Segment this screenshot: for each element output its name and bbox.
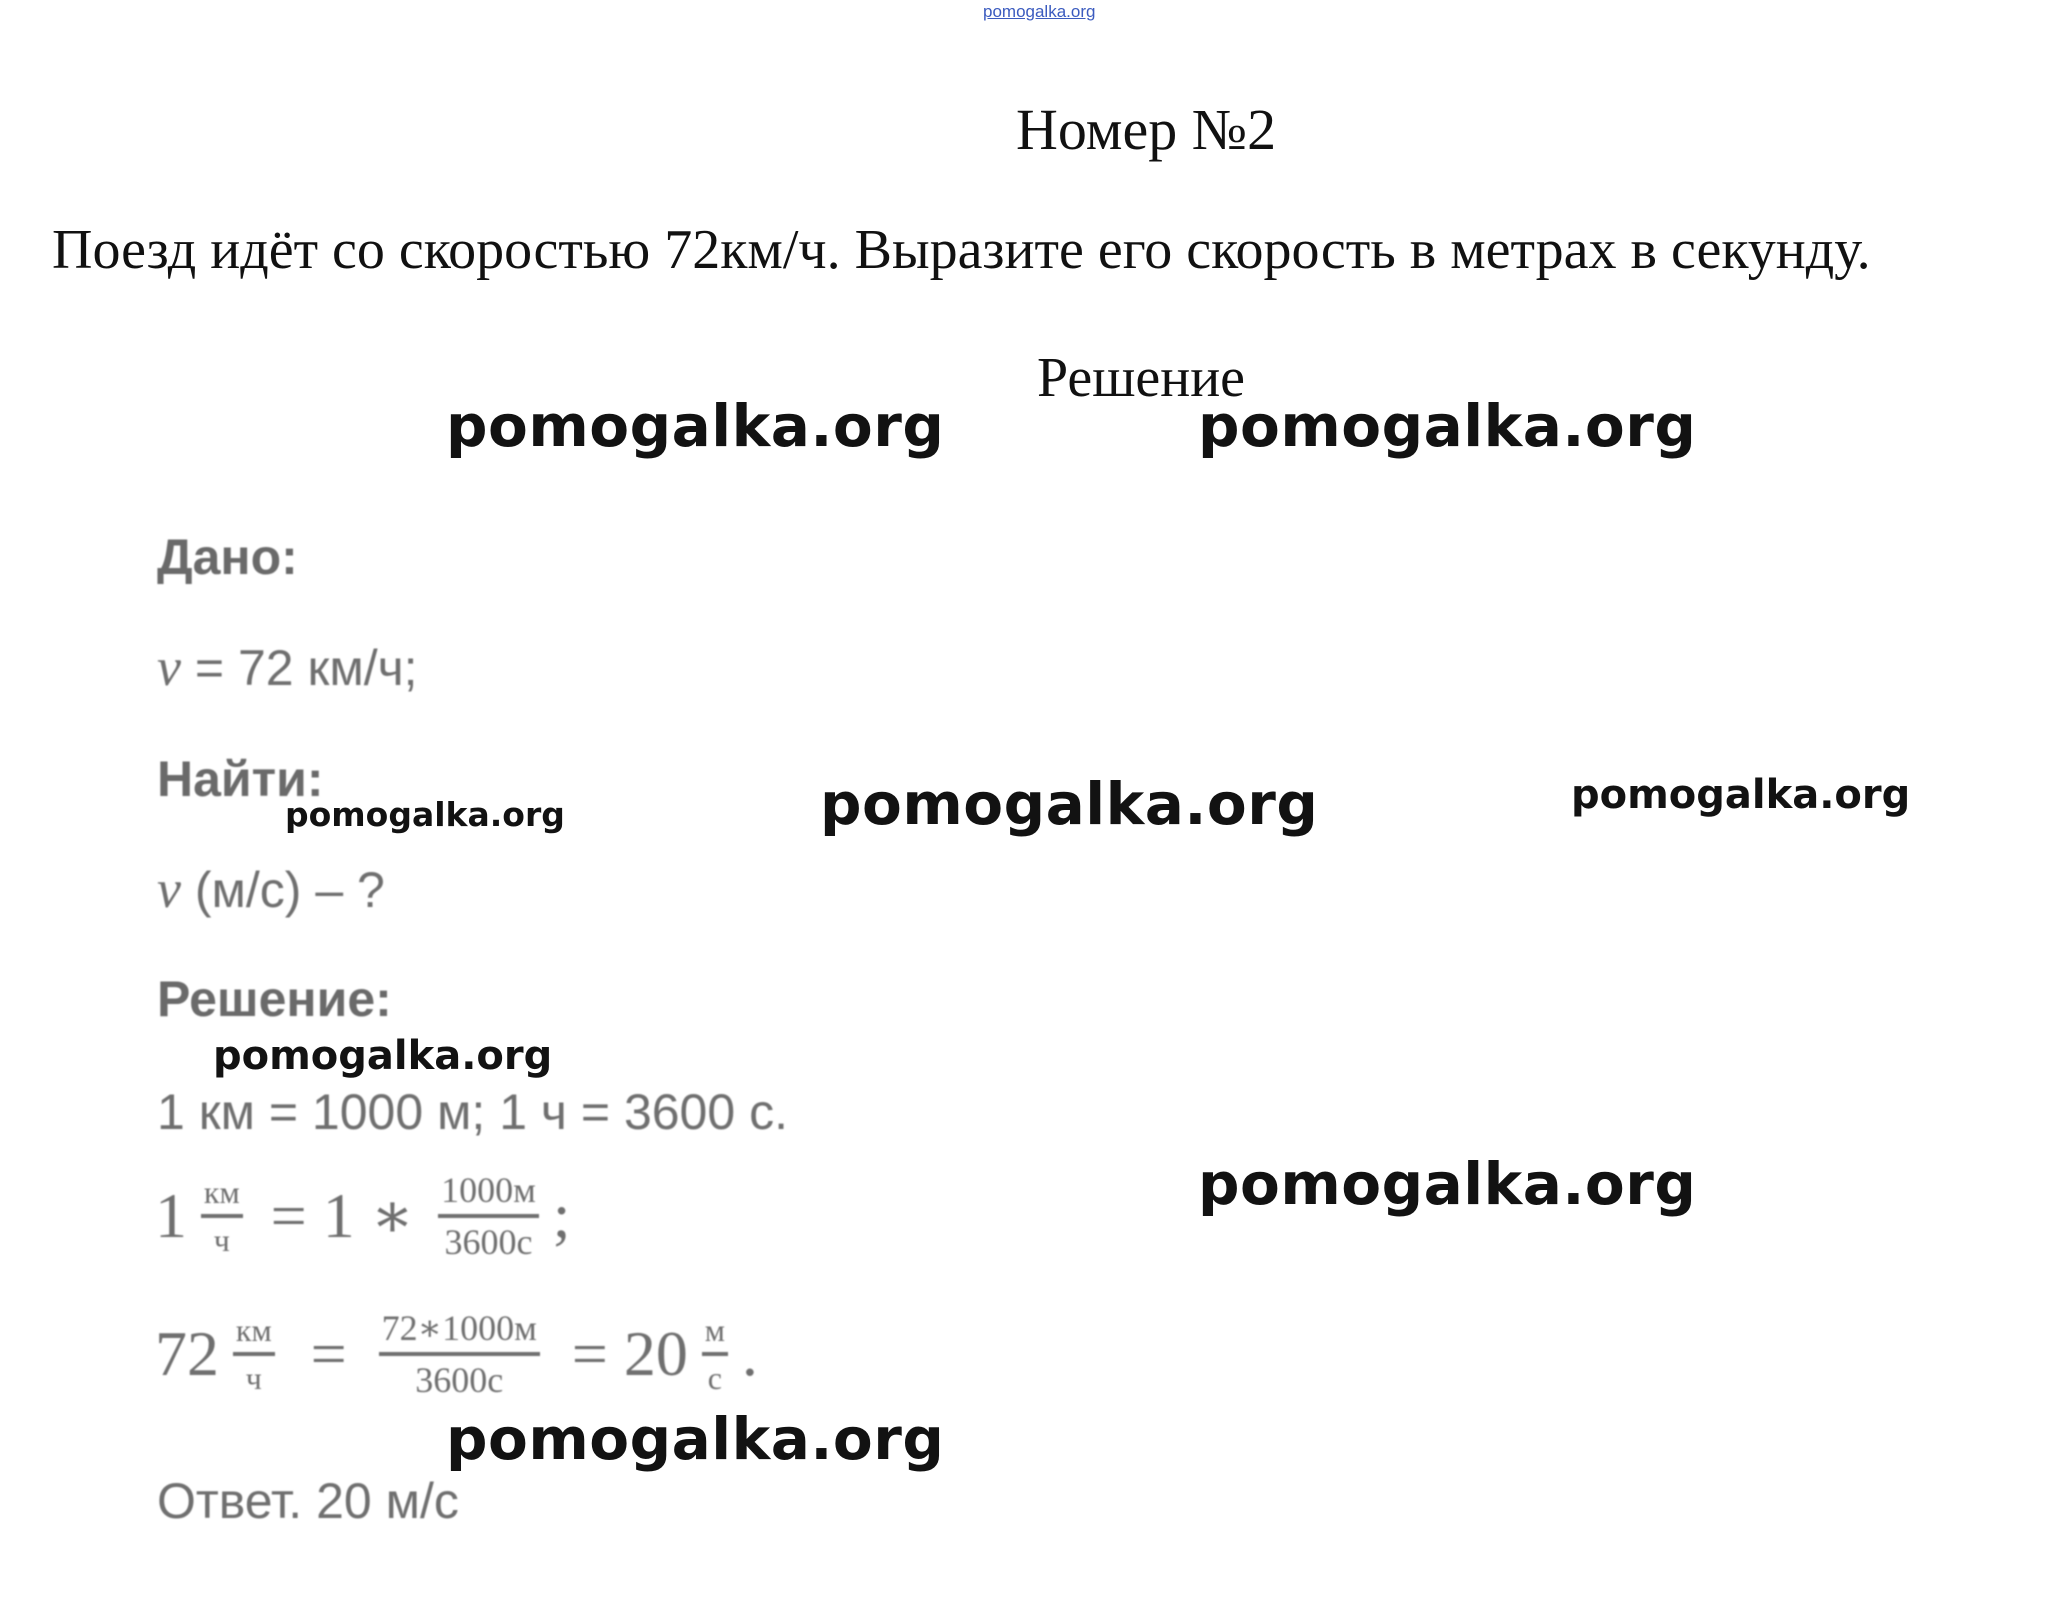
eq2-tail: .: [741, 1318, 758, 1389]
velocity-symbol: v: [157, 859, 181, 919]
watermark: pomogalka.org: [285, 795, 565, 834]
eq1-fraction: [438, 1172, 539, 1260]
watermark: pomogalka.org: [446, 392, 945, 460]
velocity-symbol: v: [157, 637, 181, 697]
given-line: [157, 636, 418, 698]
conversion-line: 1 км = 1000 м; 1 ч = 3600 с.: [157, 1084, 788, 1140]
eq2-res-num: м: [702, 1314, 728, 1356]
given-label: Дано:: [157, 529, 298, 585]
eq2-unit-fraction: [233, 1314, 275, 1394]
watermark: pomogalka.org: [446, 1405, 945, 1473]
eq2-unit-num: км: [233, 1314, 275, 1356]
find-value: (м/с) – ?: [180, 862, 385, 918]
find-line: [157, 858, 385, 920]
problem-statement: Поезд идёт со скоростью 72км/ч. Выразите его скорость в метрах в секунду.: [52, 219, 1871, 281]
eq1-unit-num: км: [201, 1176, 243, 1218]
eq2-eq-sign: =: [310, 1318, 347, 1389]
eq1-frac-num: 1000м: [438, 1172, 539, 1218]
eq2-res-den: с: [707, 1360, 722, 1396]
eq2-frac-den: 3600с: [415, 1360, 504, 1400]
eq2-frac-num: 72∗1000м: [379, 1310, 540, 1356]
watermark: pomogalka.org: [1198, 1150, 1697, 1218]
solution-heading: Решение: [1037, 347, 1246, 409]
eq1-unit-fraction: [201, 1176, 243, 1256]
watermark: pomogalka.org: [1571, 772, 1911, 818]
find-label: Найти:: [157, 751, 324, 807]
eq1-middle: = 1 ∗: [270, 1180, 415, 1251]
page-title: Номер №2: [1016, 97, 1277, 162]
eq1-tail: ;: [552, 1180, 571, 1251]
watermark: pomogalka.org: [820, 770, 1319, 838]
eq2-unit-den: ч: [245, 1360, 262, 1396]
equation-2: [155, 1310, 758, 1398]
eq2-result: = 20: [571, 1318, 688, 1389]
watermark: pomogalka.org: [213, 1033, 553, 1079]
header-site-link[interactable]: pomogalka.org: [983, 2, 1096, 21]
eq2-result-unit-fraction: [702, 1314, 728, 1394]
solution-label: Решение:: [157, 971, 392, 1027]
eq2-fraction: [379, 1310, 540, 1398]
watermark: pomogalka.org: [1198, 392, 1697, 460]
given-value: = 72 км/ч;: [180, 640, 418, 696]
eq1-lead: 1: [155, 1180, 187, 1251]
eq2-lead: 72: [155, 1318, 219, 1389]
answer-line: Ответ. 20 м/с: [157, 1473, 459, 1529]
eq1-unit-den: ч: [213, 1222, 230, 1258]
equation-1: [155, 1172, 571, 1260]
eq1-frac-den: 3600с: [444, 1222, 533, 1262]
